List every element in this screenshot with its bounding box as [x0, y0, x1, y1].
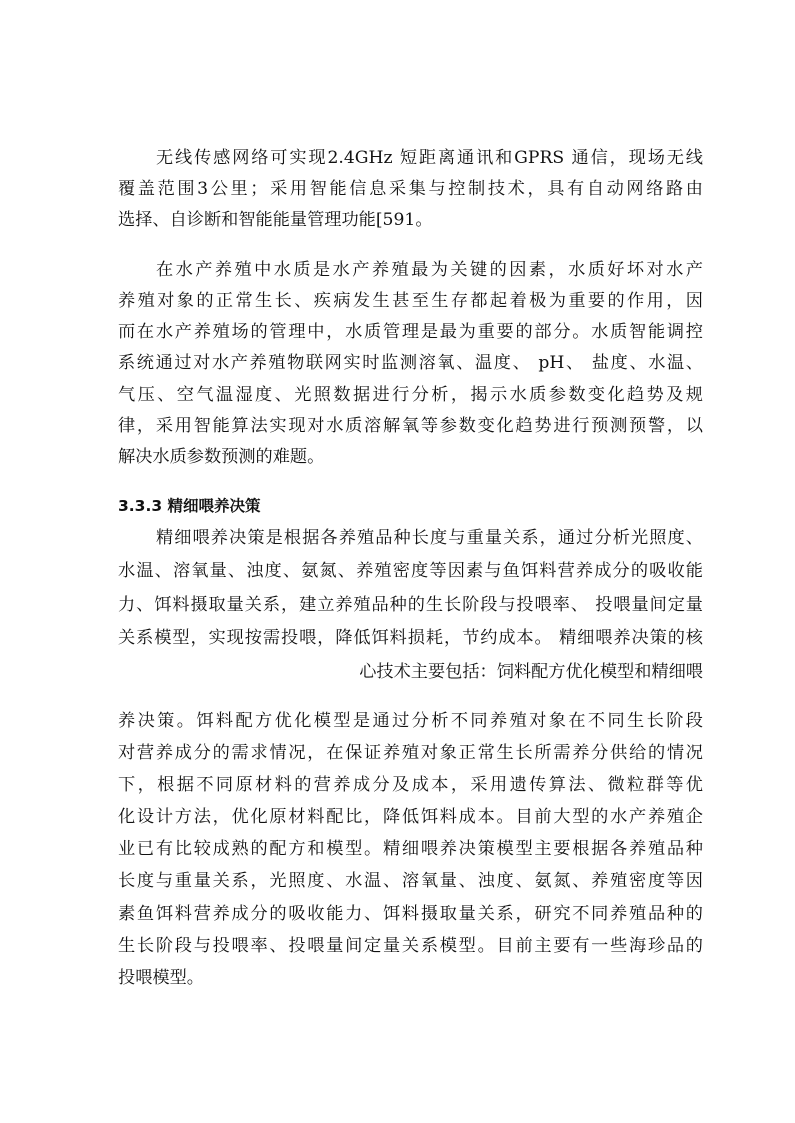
paragraph-2-line-4: 系统通过对水产养殖物联网实时监测溶氧、温度、 pH、 盐度、水温、: [118, 353, 703, 373]
paragraph-3-line-2: 水温、溶氧量、浊度、氨氮、养殖密度等因素与鱼饵料营养成分的吸收能: [118, 561, 703, 581]
paragraph-2-line-7: 解决水质参数预测的难题。: [118, 447, 325, 467]
paragraph-3-line-4: 关系模型，实现按需投喂，降低饵料损耗，节约成本。 精细喂养决策的核: [118, 628, 703, 648]
paragraph-1-line-3: 选择、自诊断和智能能量管理功能[591。: [118, 210, 433, 230]
paragraph-4-line-6: 长度与重量关系，光照度、水温、溶氧量、浊度、氨氮、养殖密度等因: [118, 871, 703, 891]
paragraph-3-line-3: 力、饵料摄取量关系，建立养殖品种的生长阶段与投喂率、 投喂量间定量: [118, 595, 703, 615]
paragraph-4-line-8: 生长阶段与投喂率、投喂量间定量关系模型。目前主要有一些海珍品的: [118, 936, 703, 956]
paragraph-2-line-5: 气压、空气温湿度、光照数据进行分析，揭示水质参数变化趋势及规: [118, 385, 703, 405]
paragraph-2-line-1: 在水产养殖中水质是水产养殖最为关键的因素，水质好坏对水产: [156, 260, 703, 280]
paragraph-2-line-6: 律，采用智能算法实现对水质溶解氧等参数变化趋势进行预测预警，以: [118, 416, 703, 436]
paragraph-4-line-7: 素鱼饵料营养成分的吸收能力、饵料摄取量关系，研究不同养殖品种的: [118, 904, 703, 924]
paragraph-2-line-2: 养殖对象的正常生长、疾病发生甚至生存都起着极为重要的作用，因: [118, 291, 703, 311]
paragraph-2-line-3: 而在水产养殖场的管理中，水质管理是最为重要的部分。水质智能调控: [118, 322, 703, 342]
paragraph-1-line-2: 覆盖范围3公里；采用智能信息采集与控制技术，具有自动网络路由: [118, 179, 703, 199]
section-heading: 3.3.3 精细喂养决策: [118, 497, 261, 515]
paragraph-3-line-5: 心技术主要包括：饲料配方优化模型和精细喂: [359, 662, 703, 682]
paragraph-4-line-5: 业已有比较成熟的配方和模型。精细喂养决策模型主要根据各养殖品种: [118, 839, 703, 859]
paragraph-4-line-1: 养决策。饵料配方优化模型是通过分析不同养殖对象在不同生长阶段: [118, 711, 703, 731]
paragraph-4-line-9: 投喂模型。: [118, 968, 204, 988]
paragraph-4-line-2: 对营养成分的需求情况，在保证养殖对象正常生长所需养分供给的情况: [118, 743, 703, 763]
paragraph-3-line-1: 精细喂养决策是根据各养殖品种长度与重量关系，通过分析光照度、: [156, 528, 703, 548]
paragraph-1-line-1: 无线传感网络可实现2.4GHz 短距离通讯和GPRS 通信，现场无线: [156, 148, 703, 168]
paragraph-4-line-4: 化设计方法，优化原材料配比，降低饵料成本。目前大型的水产养殖企: [118, 807, 703, 827]
paragraph-4-line-3: 下，根据不同原材料的营养成分及成本，采用遗传算法、微粒群等优: [118, 775, 703, 795]
